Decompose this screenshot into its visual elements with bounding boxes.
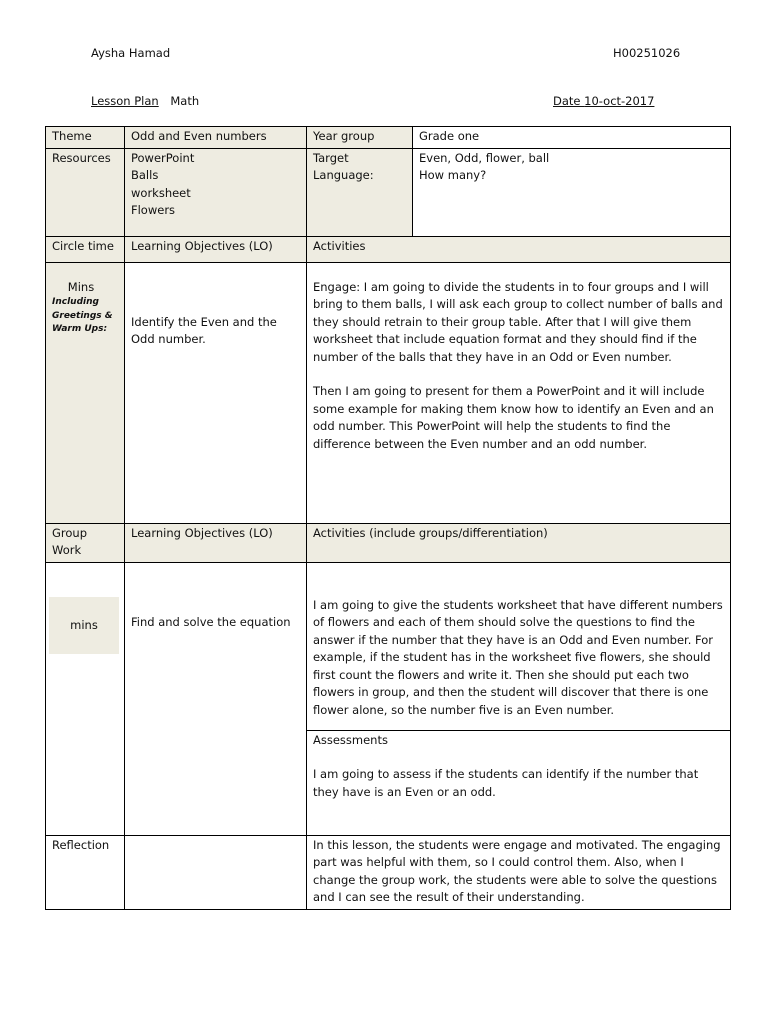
target-question: How many? (419, 168, 487, 182)
group-work-label: Group Work (46, 523, 125, 562)
lesson-plan-table (45, 126, 731, 910)
circle-activities (307, 262, 731, 523)
group-mins: mins (49, 597, 119, 654)
assessments-text: I am going to assess if the students can identify if the number that they have is an Even or an odd. (313, 767, 699, 799)
circle-time-header-row (46, 236, 731, 262)
circle-lo: Identify the Even and the Odd number. (125, 262, 307, 523)
resources-label: Resources (46, 148, 125, 236)
theme-label: Theme (46, 127, 125, 149)
circle-lo-header: Learning Objectives (LO) (125, 236, 307, 262)
group-lo-header: Learning Objectives (LO) (125, 523, 307, 562)
group-work-mins-cell (46, 562, 125, 835)
assessments-cell (307, 730, 731, 835)
date-value: 10-oct-2017 (584, 94, 655, 108)
reflection-label: Reflection (46, 835, 125, 909)
student-name: Aysha Hamad (91, 46, 171, 60)
circle-time-mins-cell (46, 262, 125, 523)
including-greetings: Including Greetings & Warm Ups: (52, 297, 113, 334)
circle-time-label: Circle time (46, 236, 125, 262)
resource-item: worksheet (131, 185, 191, 200)
resources-row (46, 148, 731, 236)
reflection-text: In this lesson, the students were engage and motivated. The engaging part was helpful with them, so I could control them. Also, when I change the group work, the students were able to solve the questions and I can see the result of their understanding. (307, 835, 731, 909)
lesson-date (553, 94, 654, 108)
group-activity: I am going to give the students worksheet that have different numbers of flowers and each of them should solve the questions to find the answer if the number that they have is an Odd and Even number. For example, if the student has in the worksheet five flowers, she should first count the flowers and write it. Then she should put each two flowers in group, and then the student will discover that there is one flower alone, so the number five is an Even number. (307, 562, 731, 730)
target-language-label: Target Language: (307, 148, 413, 236)
date-label: Date (553, 94, 581, 108)
group-work-activity-row (46, 562, 731, 730)
circle-time-body-row (46, 262, 731, 523)
theme-row (46, 127, 731, 149)
reflection-row (46, 835, 731, 909)
subject: Math (170, 94, 200, 108)
target-language-value (413, 148, 731, 236)
year-group-label: Year group (307, 127, 413, 149)
circle-activities-header: Activities (307, 236, 731, 262)
powerpoint-paragraph: Then I am going to present for them a PowerPoint and it will include some example for making them know how to identify an Even and an odd number. This PowerPoint will help the students to find the difference between the Even number and an odd number. (313, 384, 714, 451)
lesson-plan-heading (91, 94, 199, 108)
resource-item: Flowers (131, 203, 176, 217)
resources-list (125, 148, 307, 236)
resource-item: PowerPoint (131, 150, 195, 165)
theme-value: Odd and Even numbers (125, 127, 307, 149)
target-words: Even, Odd, flower, ball (419, 150, 550, 165)
engage-paragraph: Engage: I am going to divide the students in to four groups and I will bring to them balls, I will ask each group to collect number of balls and they should retrain to their group table. After that I will give them worksheet that include equation format and they should find if the number of the balls that they have in an Odd or Even number. (313, 279, 723, 364)
group-activities-header: Activities (include groups/differentiation) (307, 523, 731, 562)
circle-mins: Mins (67, 279, 95, 294)
reflection-empty (125, 835, 307, 909)
resource-item: Balls (131, 168, 159, 182)
assessments-label: Assessments (313, 732, 388, 747)
student-id: H00251026 (613, 46, 681, 60)
lesson-plan-label: Lesson Plan (91, 94, 159, 108)
group-work-header-row (46, 523, 731, 562)
year-group-value: Grade one (413, 127, 731, 149)
group-lo: Find and solve the equation (125, 562, 307, 835)
